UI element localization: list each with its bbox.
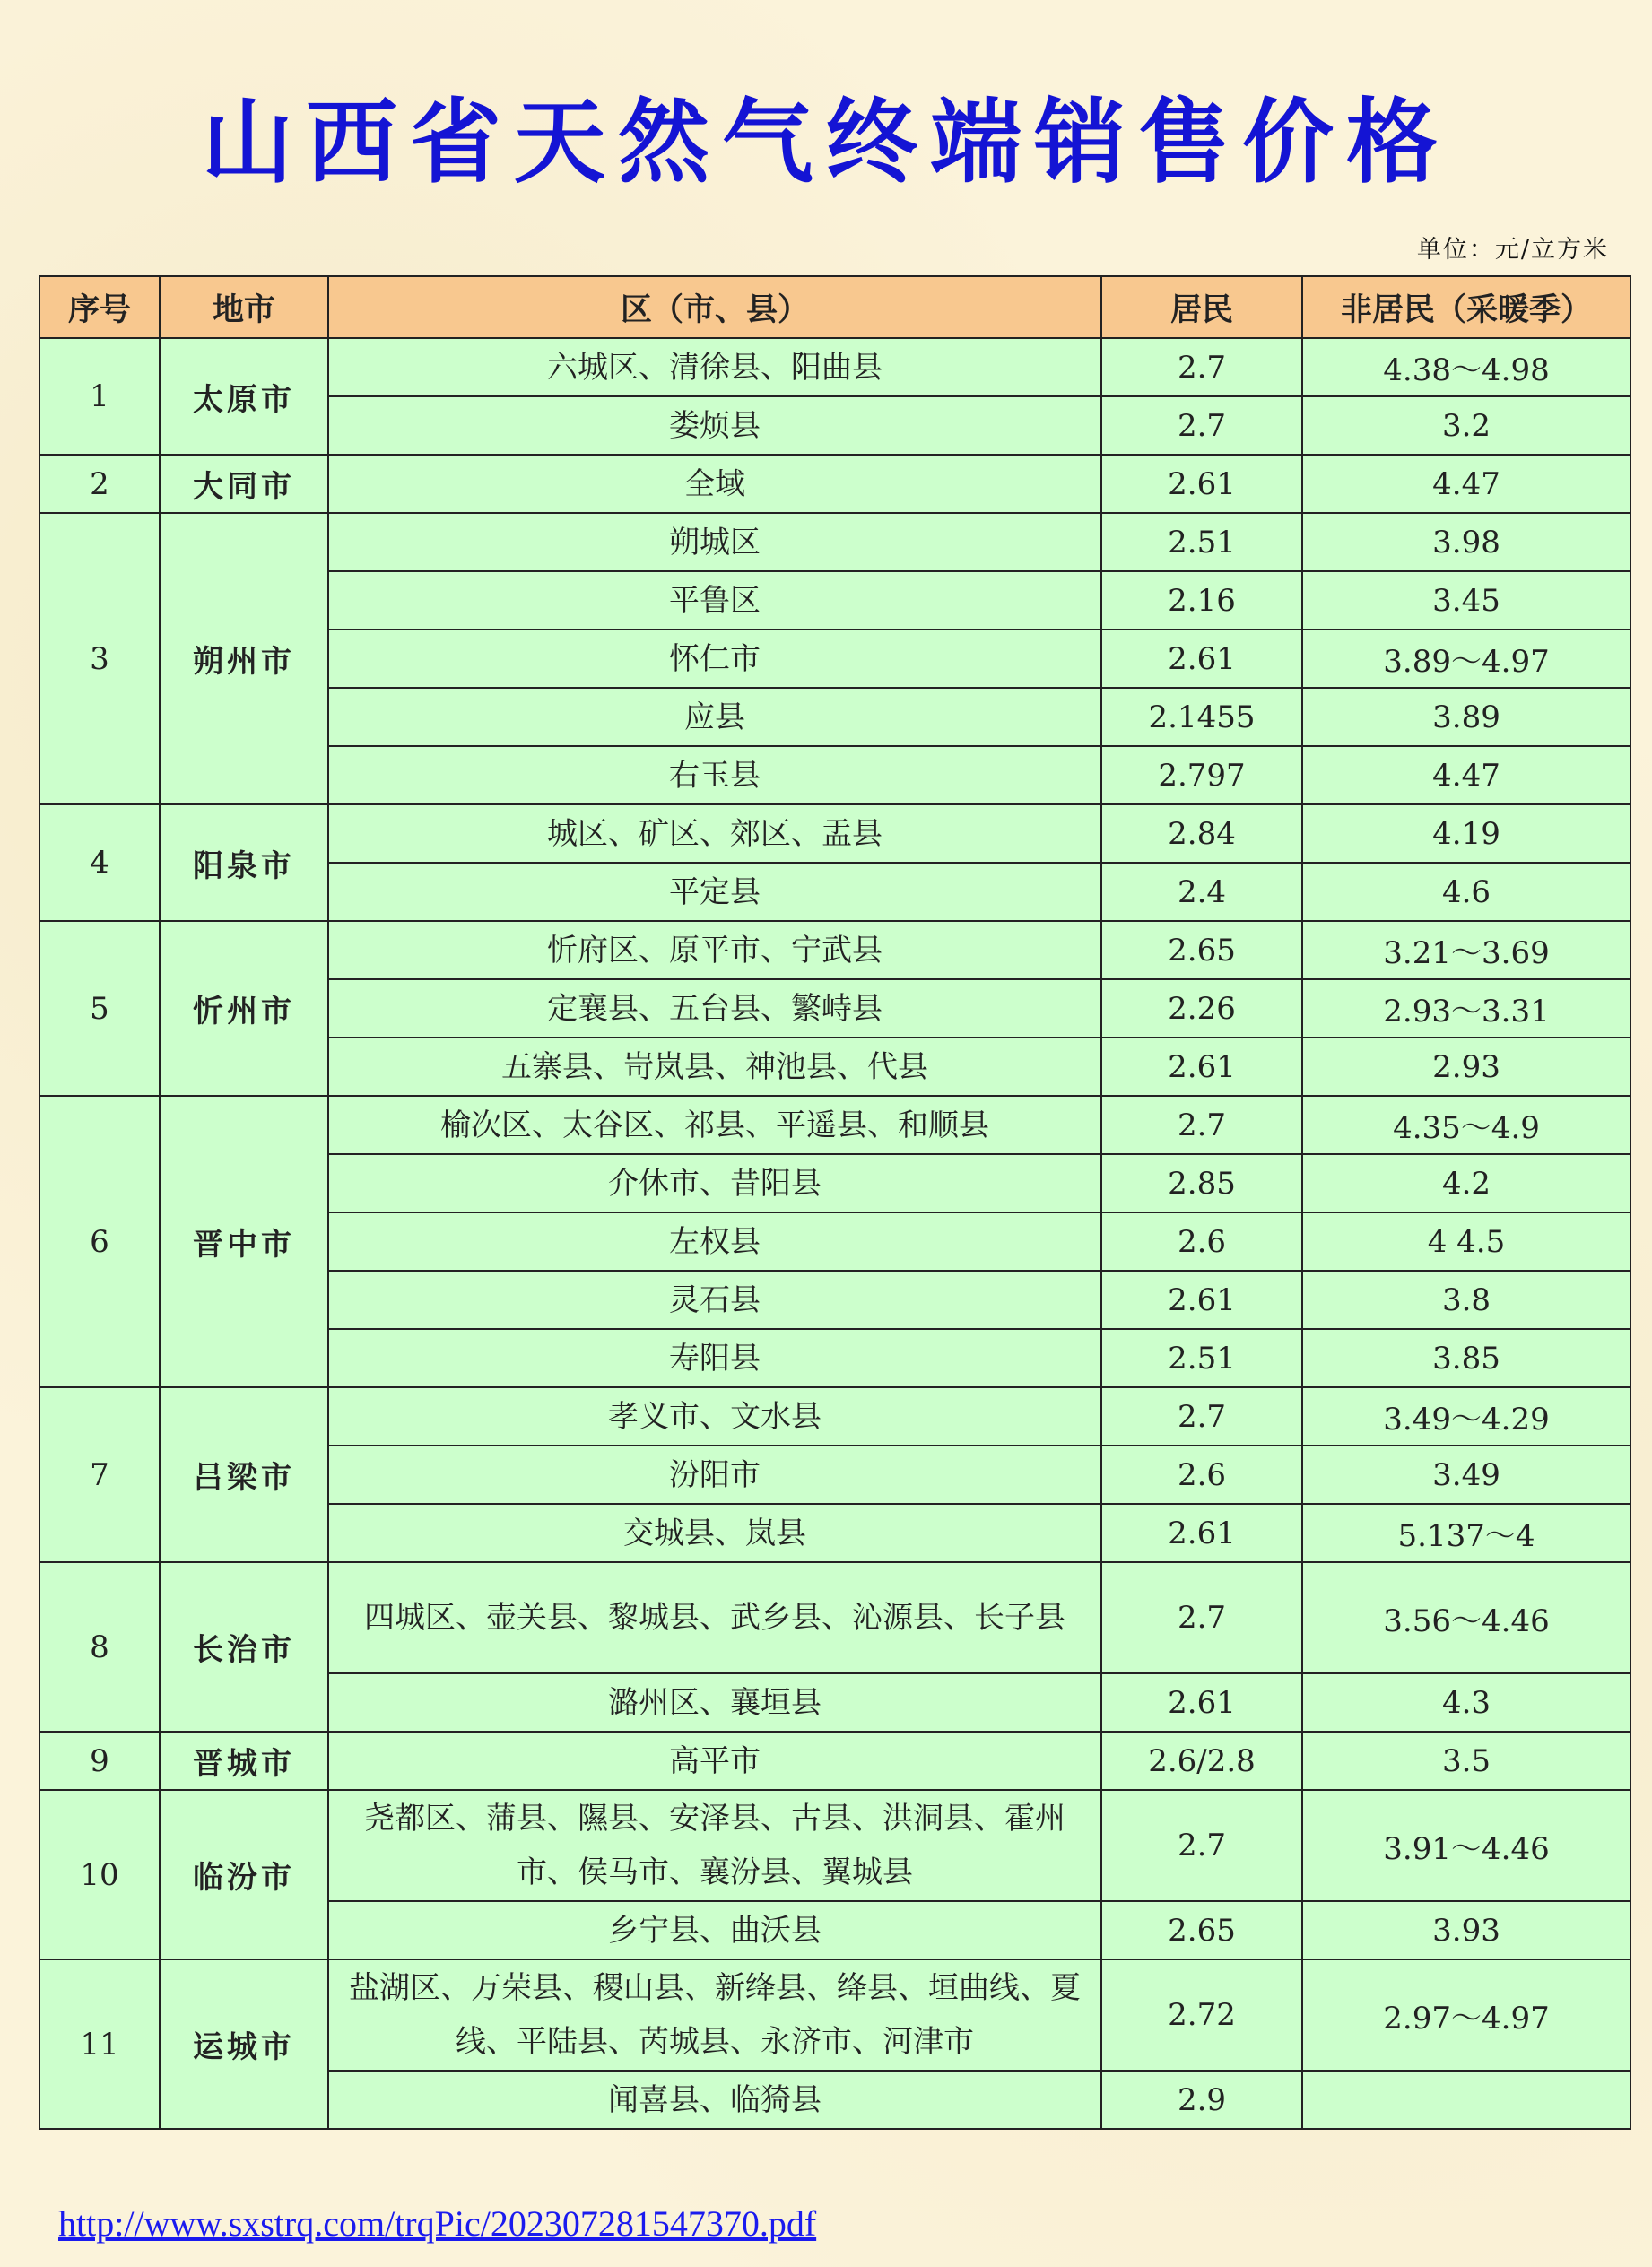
resident-price-cell: 2.61 [1101, 1038, 1302, 1096]
resident-price-cell: 2.61 [1101, 1271, 1302, 1329]
row-index: 10 [39, 1790, 160, 1959]
city-cell: 阳泉市 [160, 804, 328, 921]
area-cell: 介休市、昔阳县 [328, 1154, 1101, 1212]
resident-price-cell: 2.61 [1101, 630, 1302, 688]
resident-price-cell: 2.51 [1101, 513, 1302, 571]
table-body [39, 338, 1630, 2129]
non-resident-price-cell: 4.35～4.9 [1302, 1096, 1630, 1154]
table-row [39, 1096, 1630, 1154]
table-row [39, 1387, 1630, 1446]
non-resident-price-cell: 4.47 [1302, 455, 1630, 513]
non-resident-price-cell: 3.8 [1302, 1271, 1630, 1329]
area-cell: 平鲁区 [328, 571, 1101, 630]
area-cell: 左权县 [328, 1212, 1101, 1271]
area-cell: 孝义市、文水县 [328, 1387, 1101, 1446]
resident-price-cell: 2.61 [1101, 1673, 1302, 1732]
area-cell: 定襄县、五台县、繁峙县 [328, 979, 1101, 1038]
table-row [39, 1562, 1630, 1673]
city-cell: 太原市 [160, 338, 328, 455]
non-resident-price-cell: 3.49～4.29 [1302, 1387, 1630, 1446]
area-cell: 交城县、岚县 [328, 1504, 1101, 1562]
city-cell: 大同市 [160, 455, 328, 513]
resident-price-cell: 2.85 [1101, 1154, 1302, 1212]
table-row [39, 338, 1630, 396]
non-resident-price-cell: 3.56～4.46 [1302, 1562, 1630, 1673]
area-cell: 高平市 [328, 1732, 1101, 1790]
resident-price-cell: 2.16 [1101, 571, 1302, 630]
area-cell: 四城区、壶关县、黎城县、武乡县、沁源县、长子县 [328, 1562, 1101, 1673]
resident-price-cell: 2.6 [1101, 1446, 1302, 1504]
non-resident-price-cell: 4.3 [1302, 1673, 1630, 1732]
non-resident-price-cell: 3.49 [1302, 1446, 1630, 1504]
resident-price-cell: 2.7 [1101, 1096, 1302, 1154]
header-row [39, 276, 1630, 338]
header-resident: 居民 [1101, 276, 1302, 338]
resident-price-cell: 2.7 [1101, 1562, 1302, 1673]
non-resident-price-cell: 5.137～4 [1302, 1504, 1630, 1562]
price-table [39, 275, 1631, 2130]
non-resident-price-cell: 2.97～4.97 [1302, 1959, 1630, 2071]
non-resident-price-cell: 3.5 [1302, 1732, 1630, 1790]
unit-note: 单位：元/立方米 [1416, 236, 1609, 264]
resident-price-cell: 2.65 [1101, 921, 1302, 979]
resident-price-cell: 2.6 [1101, 1212, 1302, 1271]
area-cell: 娄烦县 [328, 396, 1101, 455]
resident-price-cell: 2.7 [1101, 396, 1302, 455]
city-cell: 晋城市 [160, 1732, 328, 1790]
non-resident-price-cell: 3.91～4.46 [1302, 1790, 1630, 1901]
resident-price-cell: 2.51 [1101, 1329, 1302, 1387]
row-index: 9 [39, 1732, 160, 1790]
area-cell: 寿阳县 [328, 1329, 1101, 1387]
area-cell: 朔城区 [328, 513, 1101, 571]
resident-price-cell: 2.7 [1101, 1790, 1302, 1901]
row-index: 6 [39, 1096, 160, 1387]
area-cell: 灵石县 [328, 1271, 1101, 1329]
row-index: 7 [39, 1387, 160, 1562]
table-row [39, 513, 1630, 571]
row-index: 5 [39, 921, 160, 1096]
resident-price-cell: 2.84 [1101, 804, 1302, 863]
source-link[interactable]: http://www.sxstrq.com/trqPic/202307281547370.pdf [58, 2203, 817, 2244]
resident-price-cell: 2.6/2.8 [1101, 1732, 1302, 1790]
area-cell: 城区、矿区、郊区、盂县 [328, 804, 1101, 863]
city-cell: 吕梁市 [160, 1387, 328, 1562]
table-row [39, 1790, 1630, 1901]
row-index: 8 [39, 1562, 160, 1732]
non-resident-price-cell: 4.6 [1302, 863, 1630, 921]
resident-price-cell: 2.4 [1101, 863, 1302, 921]
resident-price-cell: 2.26 [1101, 979, 1302, 1038]
non-resident-price-cell [1302, 2071, 1630, 2129]
non-resident-price-cell: 2.93～3.31 [1302, 979, 1630, 1038]
non-resident-price-cell: 4 4.5 [1302, 1212, 1630, 1271]
city-cell: 晋中市 [160, 1096, 328, 1387]
resident-price-cell: 2.1455 [1101, 688, 1302, 746]
resident-price-cell: 2.61 [1101, 455, 1302, 513]
row-index: 11 [39, 1959, 160, 2129]
resident-price-cell: 2.72 [1101, 1959, 1302, 2071]
resident-price-cell: 2.9 [1101, 2071, 1302, 2129]
non-resident-price-cell: 3.45 [1302, 571, 1630, 630]
area-cell: 忻府区、原平市、宁武县 [328, 921, 1101, 979]
area-cell: 平定县 [328, 863, 1101, 921]
header-area: 区（市、县） [328, 276, 1101, 338]
area-cell: 乡宁县、曲沃县 [328, 1901, 1101, 1959]
non-resident-price-cell: 3.2 [1302, 396, 1630, 455]
header-city: 地市 [160, 276, 328, 338]
table-row [39, 804, 1630, 863]
table-row [39, 1959, 1630, 2071]
city-cell: 长治市 [160, 1562, 328, 1732]
area-cell: 右玉县 [328, 746, 1101, 804]
non-resident-price-cell: 3.89 [1302, 688, 1630, 746]
area-cell: 怀仁市 [328, 630, 1101, 688]
resident-price-cell: 2.65 [1101, 1901, 1302, 1959]
row-index: 2 [39, 455, 160, 513]
non-resident-price-cell: 3.21～3.69 [1302, 921, 1630, 979]
area-cell: 应县 [328, 688, 1101, 746]
table-row [39, 921, 1630, 979]
area-cell: 全域 [328, 455, 1101, 513]
area-cell: 潞州区、襄垣县 [328, 1673, 1101, 1732]
non-resident-price-cell: 4.19 [1302, 804, 1630, 863]
city-cell: 朔州市 [160, 513, 328, 804]
city-cell: 运城市 [160, 1959, 328, 2129]
header-index: 序号 [39, 276, 160, 338]
table-row [39, 455, 1630, 513]
resident-price-cell: 2.7 [1101, 338, 1302, 396]
non-resident-price-cell: 3.85 [1302, 1329, 1630, 1387]
header-non-resident: 非居民（采暖季） [1302, 276, 1630, 338]
resident-price-cell: 2.61 [1101, 1504, 1302, 1562]
area-cell: 六城区、清徐县、阳曲县 [328, 338, 1101, 396]
non-resident-price-cell: 3.93 [1302, 1901, 1630, 1959]
resident-price-cell: 2.797 [1101, 746, 1302, 804]
area-cell: 闻喜县、临猗县 [328, 2071, 1101, 2129]
non-resident-price-cell: 4.47 [1302, 746, 1630, 804]
city-cell: 临汾市 [160, 1790, 328, 1959]
non-resident-price-cell: 2.93 [1302, 1038, 1630, 1096]
page-title: 山西省天然气终端销售价格 [202, 89, 1450, 196]
area-cell: 汾阳市 [328, 1446, 1101, 1504]
area-cell: 尧都区、蒲县、隰县、安泽县、古县、洪洞县、霍州市、侯马市、襄汾县、翼城县 [328, 1790, 1101, 1901]
area-cell: 榆次区、太谷区、祁县、平遥县、和顺县 [328, 1096, 1101, 1154]
non-resident-price-cell: 3.89～4.97 [1302, 630, 1630, 688]
area-cell: 盐湖区、万荣县、稷山县、新绛县、绛县、垣曲线、夏线、平陆县、芮城县、永济市、河津市 [328, 1959, 1101, 2071]
table-row [39, 1732, 1630, 1790]
resident-price-cell: 2.7 [1101, 1387, 1302, 1446]
row-index: 3 [39, 513, 160, 804]
non-resident-price-cell: 4.2 [1302, 1154, 1630, 1212]
city-cell: 忻州市 [160, 921, 328, 1096]
row-index: 1 [39, 338, 160, 455]
row-index: 4 [39, 804, 160, 921]
area-cell: 五寨县、岢岚县、神池县、代县 [328, 1038, 1101, 1096]
non-resident-price-cell: 4.38～4.98 [1302, 338, 1630, 396]
non-resident-price-cell: 3.98 [1302, 513, 1630, 571]
